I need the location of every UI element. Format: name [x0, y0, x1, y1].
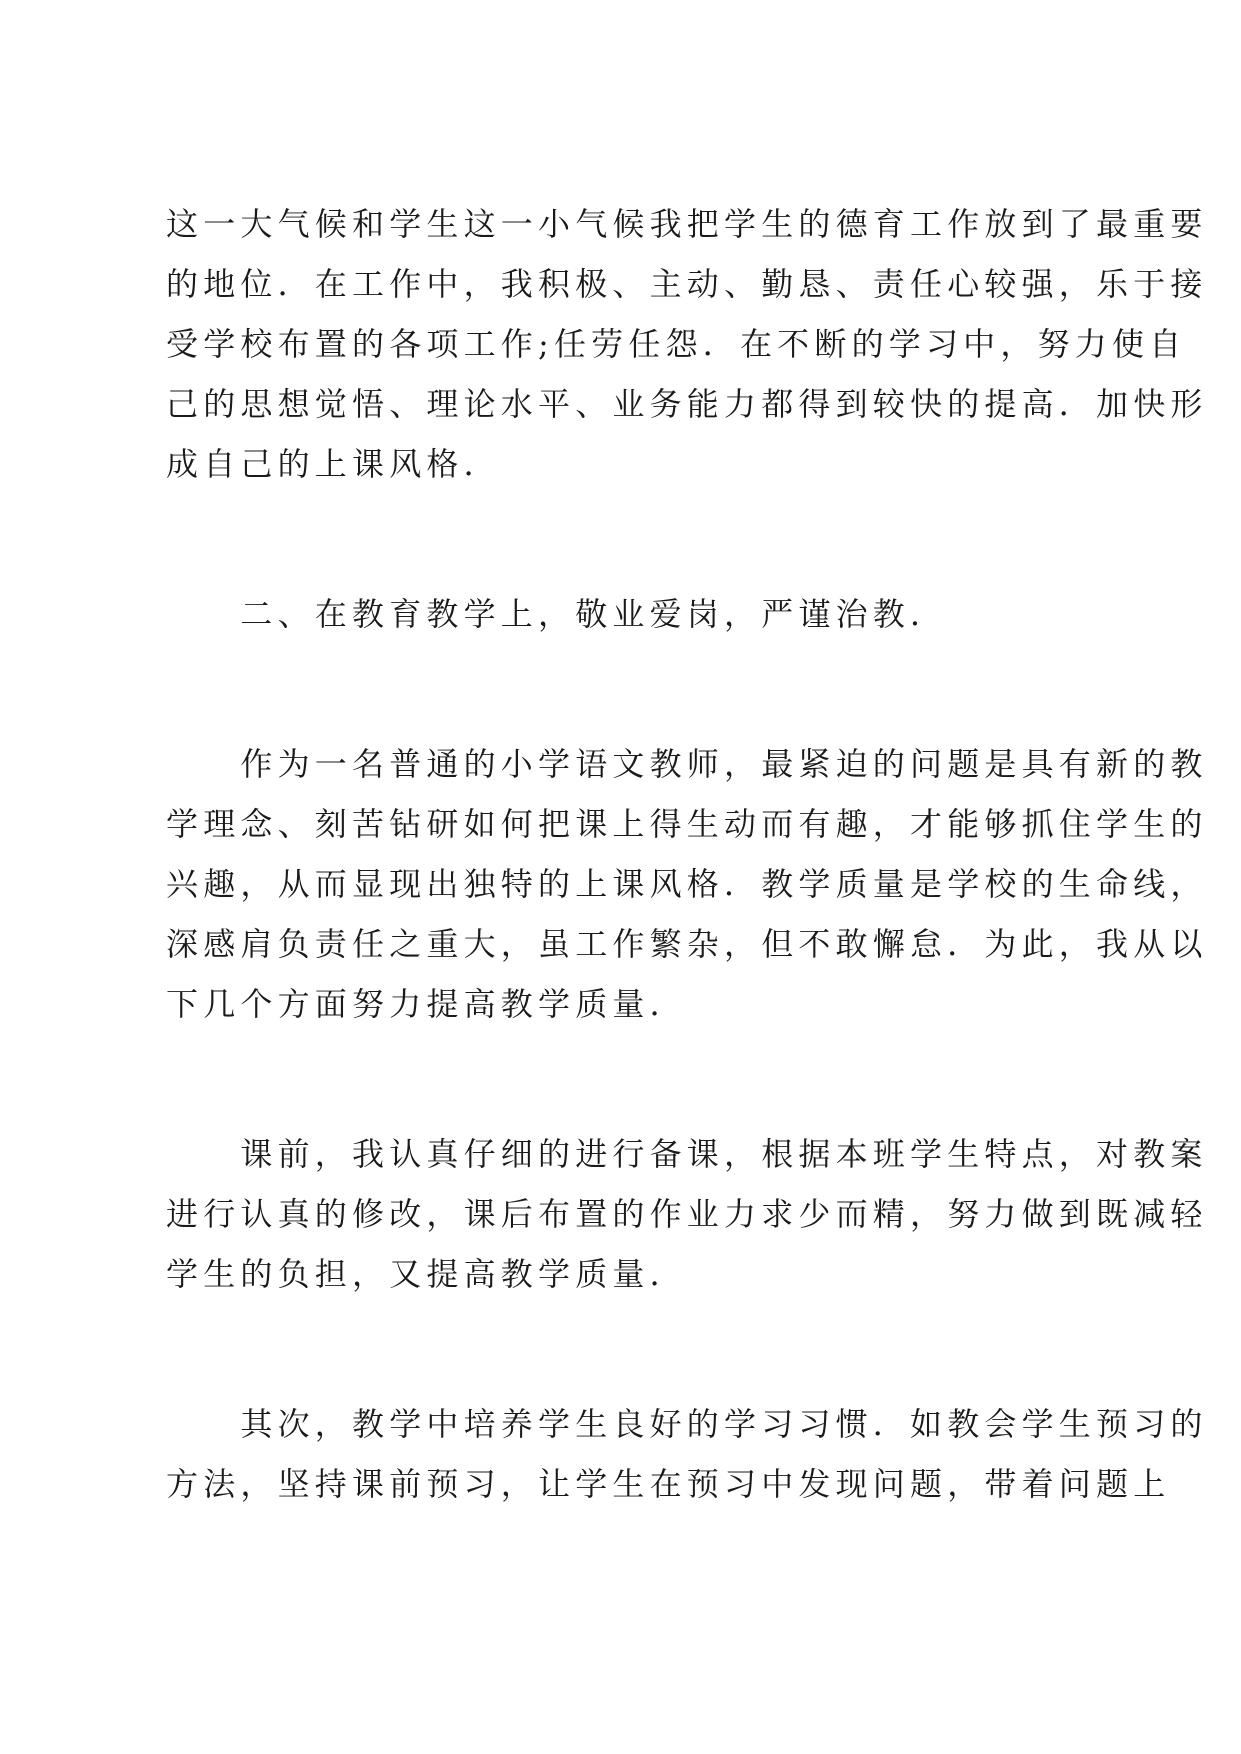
- paragraph-1-line-3: 受学校布置的各项工作;任劳任怨．在不断的学习中，努力使自: [166, 325, 1187, 363]
- paragraph-5-line-1: 其次，教学中培养学生良好的学习习惯．如教会学生预习的: [166, 1405, 1208, 1443]
- paragraph-3-line-5: 下几个方面努力提高教学质量．: [166, 985, 687, 1023]
- paragraph-1-line-4: 己的思想觉悟、理论水平、业务能力都得到较快的提高．加快形: [166, 385, 1208, 423]
- paragraph-4-line-2: 进行认真的修改，课后布置的作业力求少而精，努力做到既减轻: [166, 1195, 1208, 1233]
- paragraph-3-line-2: 学理念、刻苦钻研如何把课上得生动而有趣，才能够抓住学生的: [166, 805, 1208, 843]
- paragraph-4-line-3: 学生的负担，又提高教学质量．: [166, 1255, 687, 1293]
- paragraph-3-line-3: 兴趣，从而显现出独特的上课风格．教学质量是学校的生命线，: [166, 865, 1208, 903]
- paragraph-1-line-2: 的地位．在工作中，我积极、主动、勤恳、责任心较强，乐于接: [166, 265, 1208, 303]
- section-heading: 二、在教育教学上，敬业爱岗，严谨治教．: [166, 595, 948, 633]
- paragraph-5-line-2: 方法，坚持课前预习，让学生在预习中发现问题，带着问题上: [166, 1465, 1171, 1503]
- paragraph-1-line-5: 成自己的上课风格．: [166, 445, 501, 483]
- paragraph-3-line-4: 深感肩负责任之重大，虽工作繁杂，但不敢懈怠．为此，我从以: [166, 925, 1208, 963]
- paragraph-1-line-1: 这一大气候和学生这一小气候我把学生的德育工作放到了最重要: [166, 205, 1208, 243]
- paragraph-4-line-1: 课前，我认真仔细的进行备课，根据本班学生特点，对教案: [166, 1135, 1208, 1173]
- paragraph-3-line-1: 作为一名普通的小学语文教师，最紧迫的问题是具有新的教: [166, 745, 1208, 783]
